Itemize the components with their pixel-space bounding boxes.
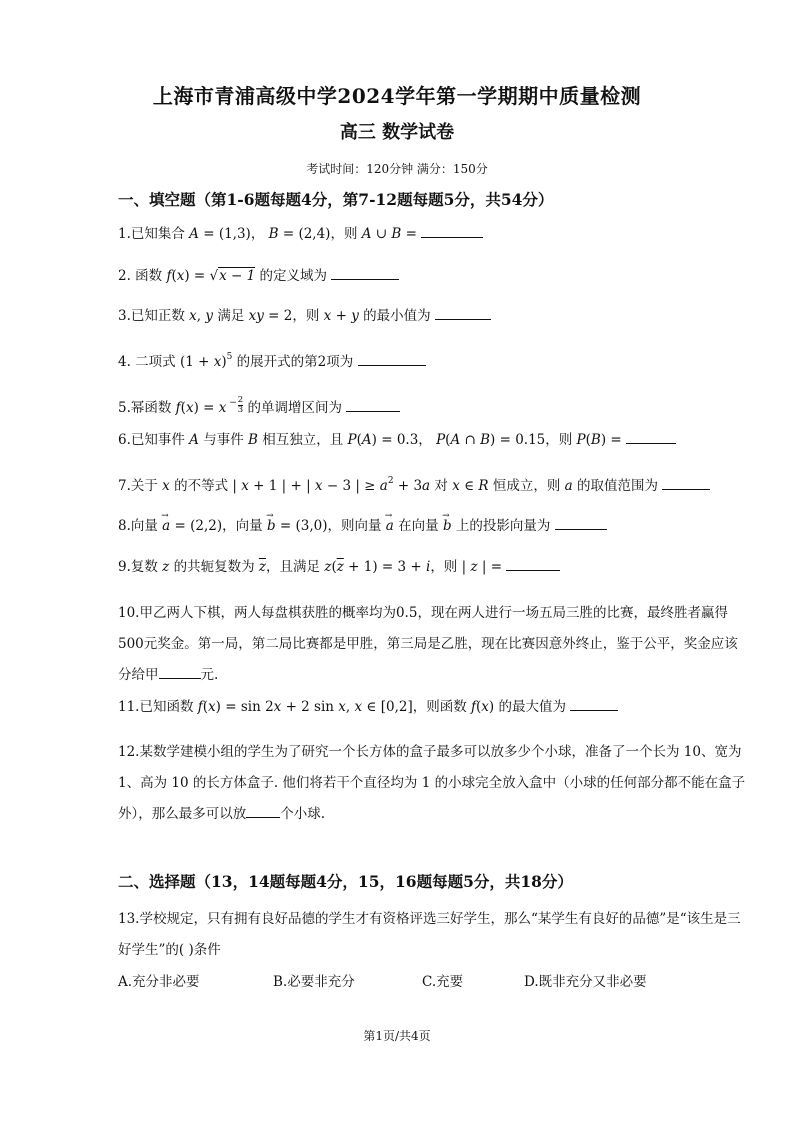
question-13: 13.学校规定，只有拥有良好品德的学生才有资格评选三好学生，那么“某学生有良好的品德”是“该生是三好学生”的( )条件: [118, 911, 741, 958]
section2-heading: 二、选择题（13，14题每题4分，15，16题每题5分，共18分）: [118, 872, 573, 891]
question-2: 2. 函数 f(x) = √x − 1 的定义域为: [118, 266, 399, 285]
question-1: 1.已知集合 A = (1,3)， B = (2,4)，则 A ∪ B =: [118, 224, 483, 243]
section1-heading: 一、填空题（第1-6题每题4分，第7-12题每题5分，共54分）: [118, 190, 554, 209]
question-11: 11.已知函数 f(x) = sin 2x + 2 sin x, x ∈ [0,2]，则函数 f(x) 的最大值为: [118, 697, 618, 716]
question-6: 6.已知事件 A 与事件 B 相互独立，且 P(A) = 0.3， P(A ∩ B) = 0.15，则 P(B) =: [118, 430, 676, 449]
answer-blank[interactable]: [246, 804, 280, 818]
answer-blank[interactable]: [159, 665, 201, 679]
exam-title: 上海市青浦高级中学2024学年第一学期期中质量检测: [152, 84, 642, 108]
option-a[interactable]: A.充分非必要: [118, 974, 200, 990]
option-d[interactable]: D.既非充分又非必要: [524, 974, 647, 990]
answer-blank[interactable]: [506, 557, 560, 571]
page-number: 第1页/共4页: [363, 1029, 431, 1043]
exponent-fraction: $\frac{2}{3}$: [237, 395, 244, 415]
question-12: 12.某数学建模小组的学生为了研究一个长方体的盒子最多可以放多少个小球，准备了一个长为 10、宽为 1、高为 10 的长方体盒子. 他们将若干个直径均为 1 的小球完全放入盒中（小球的任何部分都不能在盒子外），那么最多可以放 个小球.: [118, 744, 746, 822]
answer-blank[interactable]: [358, 352, 426, 366]
answer-blank[interactable]: [626, 430, 676, 444]
answer-blank[interactable]: [346, 398, 400, 412]
exam-info: 考试时间：120分钟 满分：150分: [306, 162, 488, 176]
question-9: 9.复数 z 的共轭复数为 $\overline{z}$，且满足 $z(\overline{z} + 1) = 3 + i$，则 | z | =: [118, 557, 560, 576]
option-b[interactable]: B.必要非充分: [273, 974, 355, 990]
question-5: 5.幂函数 f(x) = x − $\frac{2}{3}$ 的单调增区间为: [118, 394, 400, 417]
question-4: 4. 二项式 $(1 + x)^5$ 的展开式的第2项为: [118, 348, 426, 371]
answer-blank[interactable]: [331, 266, 399, 280]
answer-blank[interactable]: [435, 306, 491, 320]
answer-blank[interactable]: [662, 476, 710, 490]
answer-blank[interactable]: [421, 224, 483, 238]
question-10: 10.甲乙两人下棋，两人每盘棋获胜的概率均为0.5，现在两人进行一场五局三胜的比赛，最终胜者赢得500元奖金。第一局，第二局比赛都是甲胜，第三局是乙胜，现在比赛因意外终止，鉴于公平，奖金应该分给甲 元.: [118, 605, 738, 683]
question-8: 8.向量 → a = (2,2)，向量 → b = (3,0)，则向量 → a 在向量 → b 上的投影向量为: [118, 516, 607, 535]
answer-blank[interactable]: [555, 516, 607, 530]
question-3: 3.已知正数 x, y 满足 xy = 2，则 x + y 的最小值为: [118, 306, 491, 325]
answer-blank[interactable]: [570, 697, 618, 711]
question-7: 7.关于 x 的不等式 | x + 1 | + | x − 3 | ≥ $a^2 + 3a$ 对 x ∈ R 恒成立，则 a 的取值范围为: [118, 472, 710, 495]
exam-subtitle: 高三 数学试卷: [339, 122, 455, 143]
option-c[interactable]: C.充要: [422, 974, 464, 990]
